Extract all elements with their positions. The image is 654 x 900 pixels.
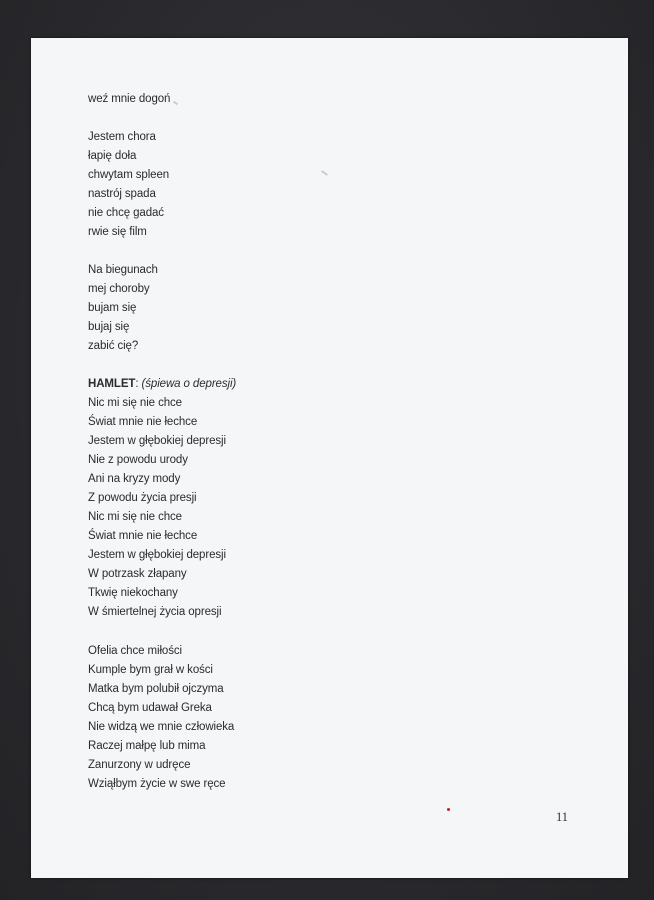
poem-line: Matka bym polubił ojczyma [88, 683, 224, 695]
song-line: Świat mnie nie łechce [88, 530, 198, 542]
song-line: Z powodu życia presji [88, 492, 197, 504]
poem-line: weź mnie dogoń [88, 93, 171, 105]
song-line: Świat mnie nie łechce [88, 416, 198, 428]
song-line: Jestem w głębokiej depresji [88, 549, 226, 561]
poem-line: łapię doła [88, 150, 137, 162]
poem-line: Wziąłbym życie w swe ręce [88, 778, 226, 790]
scan-smudge [173, 101, 178, 106]
speaker-heading [88, 377, 236, 391]
poem-line: mej choroby [88, 283, 150, 295]
poem-line: Raczej małpę lub mima [88, 740, 206, 752]
poem-line: chwytam spleen [88, 169, 170, 181]
poem-line: bujaj się [88, 321, 130, 333]
page-number: 11 [555, 810, 568, 824]
song-line: Nic mi się nie chce [88, 397, 182, 409]
document-page [31, 38, 628, 878]
poem-line: Na biegunach [88, 264, 158, 276]
scan-speck [447, 808, 450, 811]
poem-line: Jestem chora [88, 131, 156, 143]
song-line: Nic mi się nie chce [88, 511, 182, 523]
poem-line: nastrój spada [88, 188, 156, 200]
poem-line: bujam się [88, 302, 137, 314]
song-line: W śmiertelnej życia opresji [88, 606, 222, 618]
scan-smudge [321, 170, 328, 176]
speaker-name: HAMLET [88, 378, 136, 390]
poem-line: nie chcę gadać [88, 207, 164, 219]
stage-direction: (śpiewa o depresji) [141, 378, 237, 390]
poem-line: Chcą bym udawał Greka [88, 702, 212, 714]
song-line: Nie z powodu urody [88, 454, 188, 466]
poem-line: zabić cię? [88, 340, 139, 352]
poem-line: Zanurzony w udręce [88, 759, 191, 771]
song-line: W potrzask złapany [88, 568, 187, 580]
song-line: Tkwię niekochany [88, 587, 178, 599]
poem-line: Nie widzą we mnie człowieka [88, 721, 235, 733]
poem-line: Kumple bym grał w kości [88, 664, 213, 676]
poem-line: Ofelia chce miłości [88, 645, 182, 657]
song-line: Ani na kryzy mody [88, 473, 181, 485]
song-line: Jestem w głębokiej depresji [88, 435, 226, 447]
poem-line: rwie się film [88, 226, 147, 238]
speaker-separator: : [135, 378, 142, 390]
